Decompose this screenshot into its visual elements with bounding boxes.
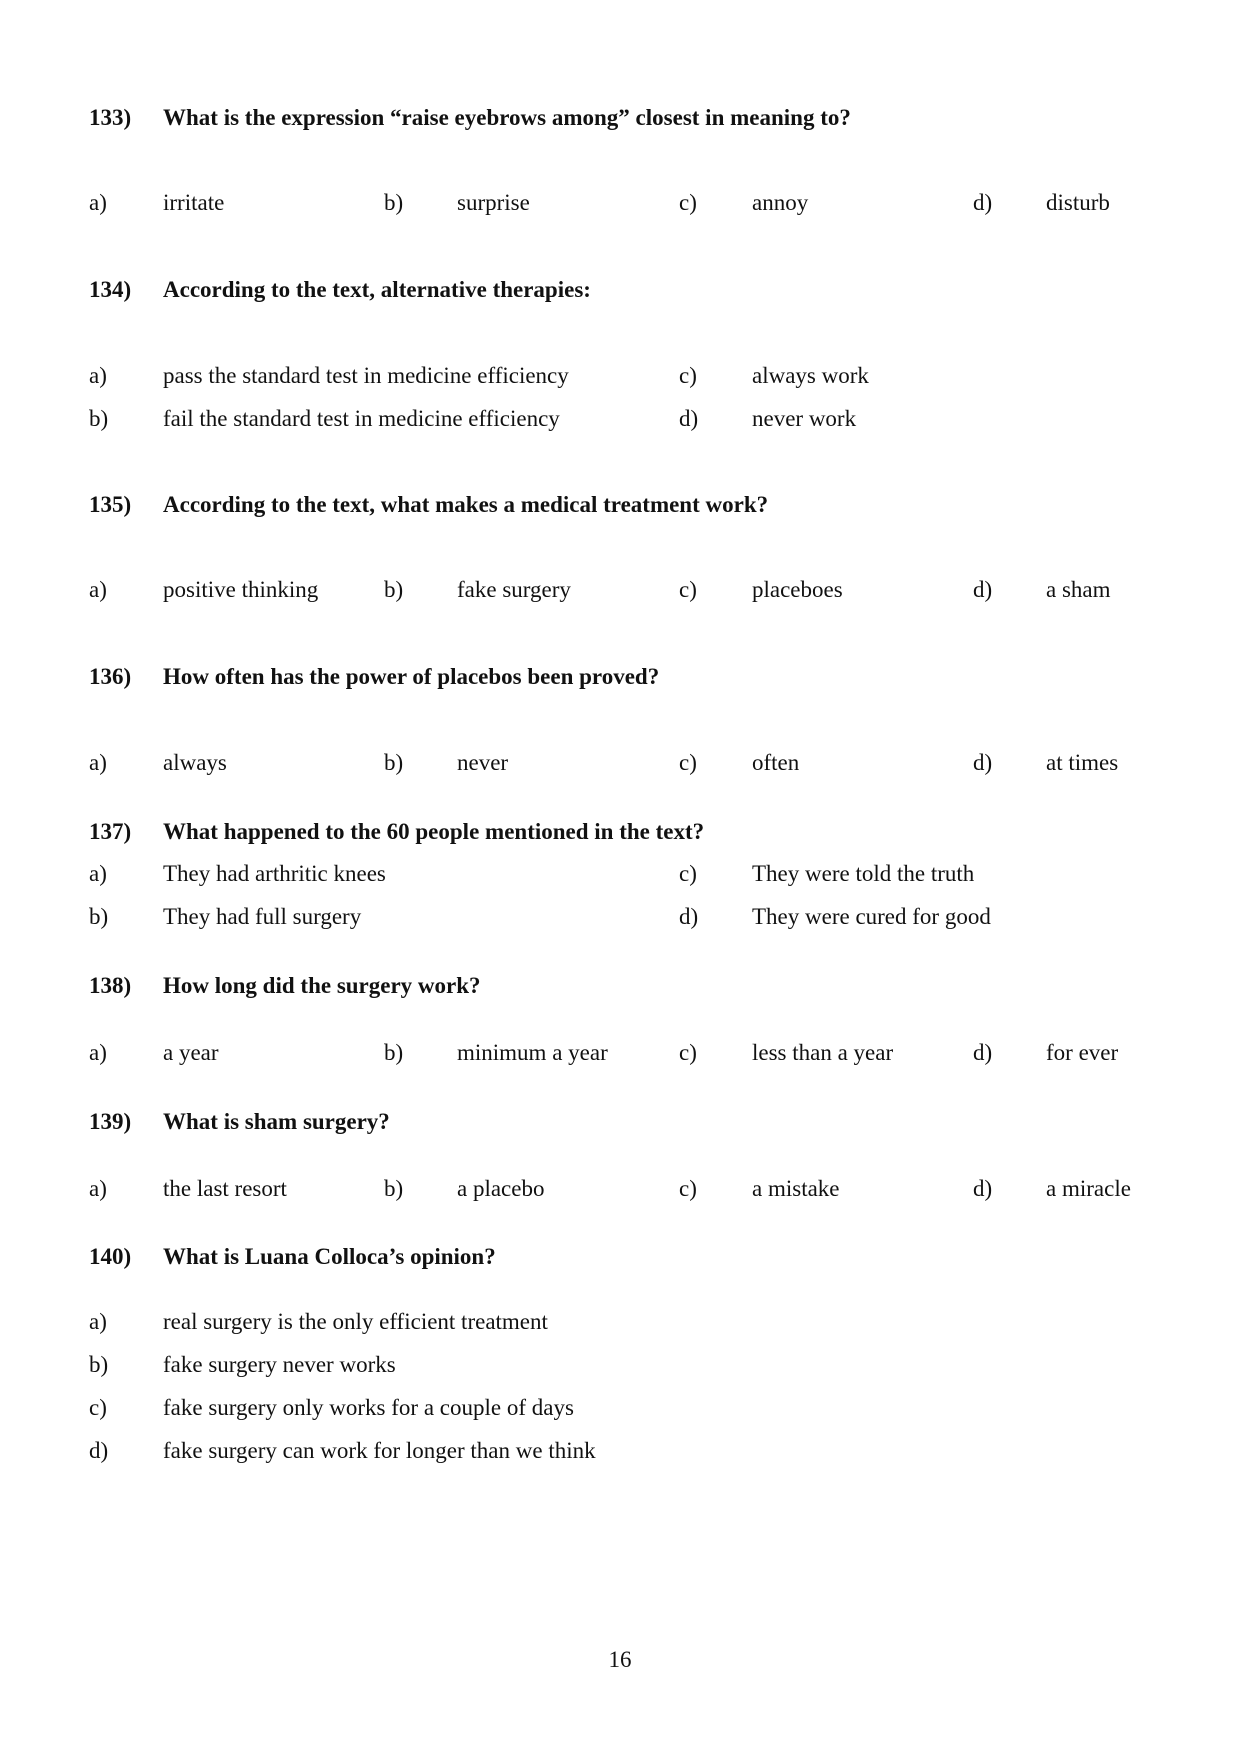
option-text-a: always [163,750,227,775]
option-letter-c: c) [679,1040,697,1065]
option-text-b: surprise [457,190,530,215]
option-text-b: minimum a year [457,1040,608,1065]
question-number: 133) [89,105,132,130]
option-letter-b: b) [384,750,404,775]
option-text-d: They were cured for good [752,904,991,929]
option-letter-c: c) [679,1176,697,1201]
page-number: 16 [608,1647,632,1672]
option-text-c: annoy [752,190,809,215]
option-letter-a: a) [89,190,107,215]
option-letter-b: b) [89,904,109,929]
question-text: How long did the surgery work? [163,973,481,998]
option-text-b: never [457,750,509,775]
option-letter-d: d) [973,1040,993,1065]
option-text-c: often [752,750,800,775]
option-letter-b: b) [384,1176,404,1201]
option-letter-a: a) [89,1309,107,1334]
option-letter-c: c) [679,861,697,886]
question-number: 139) [89,1109,132,1134]
question-number: 140) [89,1244,132,1269]
option-letter-a: a) [89,750,107,775]
option-text-a: irritate [163,190,225,215]
option-letter-a: a) [89,577,107,602]
option-text-a: real surgery is the only efficient treatment [163,1309,548,1334]
option-letter-d: d) [973,750,993,775]
option-text-a: a year [163,1040,219,1065]
option-letter-b: b) [384,577,404,602]
question-number: 135) [89,492,132,517]
option-text-a: pass the standard test in medicine efficiency [163,363,569,388]
option-letter-a: a) [89,363,107,388]
option-text-b: a placebo [457,1176,545,1201]
option-letter-a: a) [89,861,107,886]
option-letter-b: b) [89,1352,109,1377]
option-text-b: fake surgery never works [163,1352,396,1377]
option-letter-c: c) [679,577,697,602]
option-letter-c: c) [679,190,697,215]
option-letter-b: b) [384,1040,404,1065]
question-text: What is sham surgery? [163,1109,390,1134]
question-text: What is Luana Colloca’s opinion? [163,1244,496,1269]
option-text-d: never work [752,406,857,431]
option-text-c: They were told the truth [752,861,975,886]
option-text-b: fake surgery [457,577,571,602]
question-number: 134) [89,277,132,302]
option-letter-c: c) [679,750,697,775]
option-text-c: placeboes [752,577,843,602]
question-text: According to the text, what makes a medical treatment work? [163,492,769,517]
option-text-b: fail the standard test in medicine efficiency [163,406,560,431]
question-number: 138) [89,973,132,998]
option-text-a: the last resort [163,1176,287,1201]
option-text-d: for ever [1046,1040,1119,1065]
option-text-b: They had full surgery [163,904,362,929]
option-letter-d: d) [89,1438,109,1463]
option-text-a: positive thinking [163,577,319,602]
option-text-d: a miracle [1046,1176,1131,1201]
option-letter-d: d) [973,577,993,602]
option-letter-d: d) [679,406,699,431]
option-letter-c: c) [89,1395,107,1420]
option-letter-d: d) [973,190,993,215]
question-text: According to the text, alternative therapies: [163,277,591,302]
option-letter-d: d) [679,904,699,929]
option-text-c: always work [752,363,869,388]
option-text-d: fake surgery can work for longer than we think [163,1438,596,1463]
option-text-c: a mistake [752,1176,840,1201]
option-letter-d: d) [973,1176,993,1201]
option-text-d: at times [1046,750,1119,775]
option-text-c: less than a year [752,1040,894,1065]
option-text-a: They had arthritic knees [163,861,386,886]
question-number: 136) [89,664,132,689]
question-text: What is the expression “raise eyebrows among” closest in meaning to? [163,105,851,130]
question-text: What happened to the 60 people mentioned in the text? [163,819,705,844]
option-text-d: disturb [1046,190,1110,215]
option-text-d: a sham [1046,577,1111,602]
option-letter-b: b) [384,190,404,215]
question-number: 137) [89,819,132,844]
option-letter-a: a) [89,1040,107,1065]
option-letter-a: a) [89,1176,107,1201]
option-letter-c: c) [679,363,697,388]
option-text-c: fake surgery only works for a couple of days [163,1395,574,1420]
question-text: How often has the power of placebos been proved? [163,664,660,689]
option-letter-b: b) [89,406,109,431]
